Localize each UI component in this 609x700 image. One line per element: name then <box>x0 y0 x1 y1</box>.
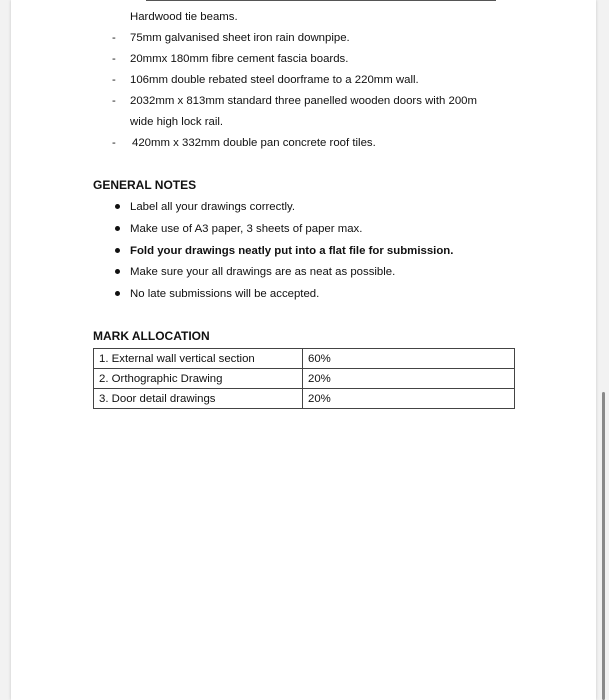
material-item: 20mmx 180mm fibre cement fascia boards. <box>130 53 349 65</box>
material-line-cut: Hardwood tie beams. <box>130 11 238 23</box>
material-item-continuation: wide high lock rail. <box>130 116 224 128</box>
dash-marker: - <box>112 32 116 44</box>
mark-allocation-heading: MARK ALLOCATION <box>93 329 210 343</box>
material-item: 75mm galvanised sheet iron rain downpipe. <box>130 32 350 44</box>
note-item: Label all your drawings correctly. <box>130 201 296 213</box>
dash-marker: - <box>112 137 116 149</box>
table-cell-item: 2. Orthographic Drawing <box>94 369 303 389</box>
material-item: 420mm x 332mm double pan concrete roof tiles. <box>132 137 376 149</box>
vertical-scrollbar[interactable] <box>602 392 605 700</box>
table-cell-item: 3. Door detail drawings <box>94 389 303 409</box>
table-row <box>94 349 515 369</box>
dash-marker: - <box>112 95 116 107</box>
table-cell-mark: 20% <box>303 369 515 389</box>
table-cell-mark: 60% <box>303 349 515 369</box>
general-notes-heading: GENERAL NOTES <box>93 178 197 192</box>
note-item: No late submissions will be accepted. <box>130 288 320 300</box>
bullet-icon <box>115 269 120 274</box>
material-item: 106mm double rebated steel doorframe to a 220mm wall. <box>130 74 419 86</box>
table-row <box>94 389 515 409</box>
note-item-bold: Fold your drawings neatly put into a flat file for submission. <box>130 245 454 257</box>
dash-marker: - <box>112 74 116 86</box>
bullet-icon <box>115 291 120 296</box>
bullet-icon <box>115 226 120 231</box>
bullet-icon <box>115 248 120 253</box>
cut-off-text-line <box>146 0 496 2</box>
table-cell-mark: 20% <box>303 389 515 409</box>
document-page <box>11 0 596 700</box>
mark-allocation-table <box>93 348 515 409</box>
note-item: Make sure your all drawings are as neat as possible. <box>130 266 396 278</box>
material-item: 2032mm x 813mm standard three panelled wooden doors with 200m <box>130 95 477 107</box>
note-item: Make use of A3 paper, 3 sheets of paper max. <box>130 223 363 235</box>
table-row <box>94 369 515 389</box>
table-cell-item: 1. External wall vertical section <box>94 349 303 369</box>
dash-marker: - <box>112 53 116 65</box>
bullet-icon <box>115 204 120 209</box>
